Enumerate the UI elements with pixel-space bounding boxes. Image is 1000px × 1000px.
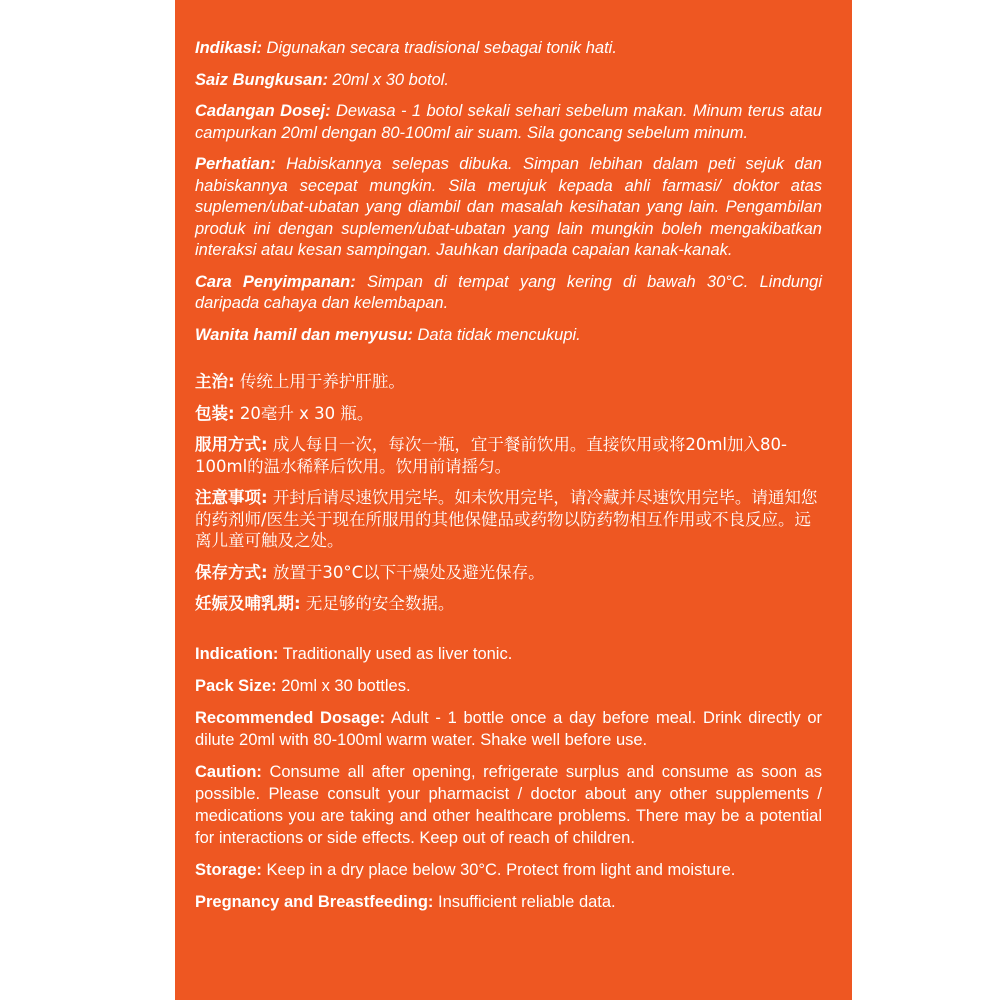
malay-storage: Cara Penyimpanan: Simpan di tempat yang kering di bawah 30°C. Lindungi daripada cahaya dan kelembapan. <box>195 272 822 312</box>
chinese-dosage: 服用方式: 成人每日一次，每次一瓶，宜于餐前饮用。直接饮用或将20ml加入80-100ml的温水稀释后饮用。饮用前请摇匀。 <box>195 435 787 476</box>
english-indication: Indication: Traditionally used as liver tonic. <box>195 644 513 663</box>
chinese-indication: 主治: 传统上用于养护肝脏。 <box>195 372 405 391</box>
malay-dosage: Cadangan Dosej: Dewasa - 1 botol sekali sehari sebelum makan. Minum terus atau campurkan 20ml dengan 80-100ml air suam. Sila goncang sebelum minum. <box>195 102 822 142</box>
english-pack-size: Pack Size: 20ml x 30 bottles. <box>195 676 411 695</box>
chinese-caution: 注意事项: 开封后请尽速饮用完毕。如未饮用完毕，请冷藏并尽速饮用完毕。请通知您的药剂师/医生关于现在所服用的其他保健品或药物以防药物相互作用或不良反应。远离儿童可触及之处。 <box>195 488 818 550</box>
english-dosage: Recommended Dosage: Adult - 1 bottle once a day before meal. Drink directly or dilute 20ml with 80-100ml warm water. Shake well before use. <box>195 708 822 749</box>
malay-pack-size: Saiz Bungkusan: 20ml x 30 botol. <box>195 70 450 89</box>
english-section <box>195 643 822 913</box>
english-caution: Caution: Consume all after opening, refrigerate surplus and consume as soon as possible. Please consult your pharmacist / doctor about any other supplements / medications you are taking and other healthcare problems. There may be a potential for interactions or side effects. Keep out of reach of children. <box>195 762 822 847</box>
chinese-pregnancy: 妊娠及哺乳期: 无足够的安全数据。 <box>195 594 455 613</box>
english-pregnancy: Pregnancy and Breastfeeding: Insufficient reliable data. <box>195 892 616 911</box>
malay-pregnancy: Wanita hamil dan menyusu: Data tidak mencukupi. <box>195 325 581 344</box>
chinese-pack-size: 包装: 20毫升 x 30 瓶。 <box>195 403 374 423</box>
malay-caution: Perhatian: Habiskannya selepas dibuka. Simpan lebihan dalam peti sejuk dan habiskannya secepat mungkin. Sila merujuk kepada ahli farmasi/ doktor atas suplemen/ubat-ubatan yang diambil dan masalah kesihatan yang lain. Pengambilan produk ini dengan suplemen/ubat-ubatan yang lain mungkin boleh mengakibatkan interaksi atau kesan sampingan. Jauhkan daripada capaian kanak-kanak. <box>195 155 822 259</box>
malay-section <box>195 38 822 346</box>
chinese-storage: 保存方式: 放置于30°C以下干燥处及避光保存。 <box>195 562 545 582</box>
chinese-section <box>195 371 822 615</box>
english-storage: Storage: Keep in a dry place below 30°C. Protect from light and moisture. <box>195 860 736 879</box>
label-panel <box>175 0 852 1000</box>
malay-indication: Indikasi: Digunakan secara tradisional sebagai tonik hati. <box>195 39 617 57</box>
